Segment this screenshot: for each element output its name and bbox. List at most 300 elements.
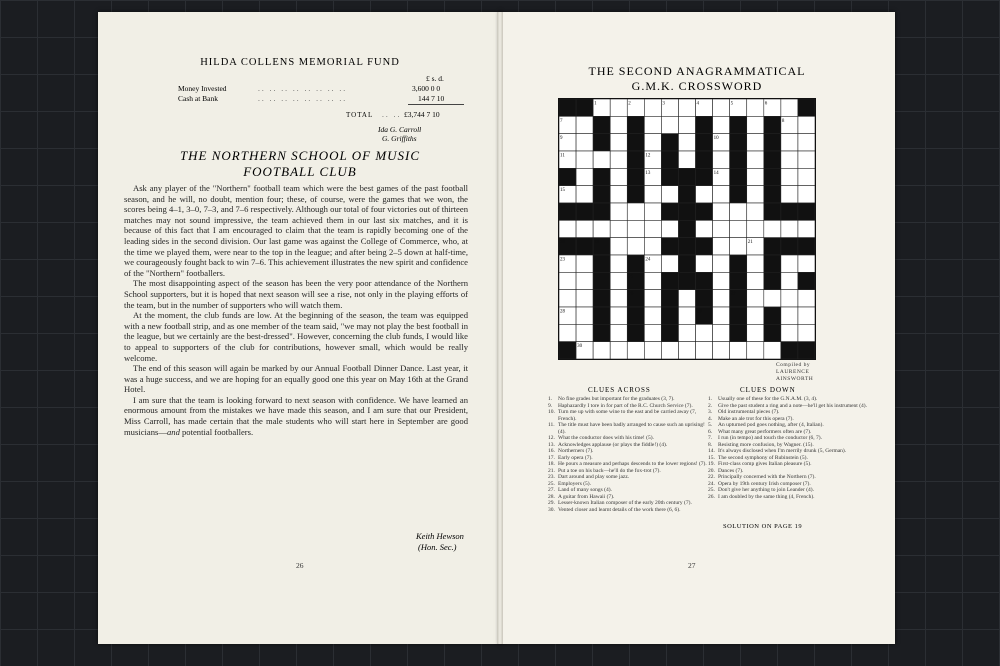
crossword-cell <box>644 307 661 324</box>
crossword-black-cell <box>730 116 747 133</box>
crossword-cell <box>678 307 695 324</box>
total-label: TOTAL <box>346 111 374 119</box>
crossword-cell <box>576 272 593 289</box>
crossword-cell <box>798 151 815 168</box>
crossword-cell <box>610 255 627 272</box>
crossword-black-cell <box>576 203 593 220</box>
ledger-label: Cash at Bank <box>178 94 218 103</box>
paragraph-text: I am sure that the team is looking forward to next season with confidence. We have learned an enormous amount from the mistakes we have made this season, and I am sure that our President, Miss Carroll, has made certain that the male students who will start here in September are good musicians— <box>124 394 468 437</box>
crossword-cell <box>610 324 627 341</box>
crossword-black-cell <box>661 134 678 151</box>
crossword-black-cell <box>661 290 678 307</box>
crossword-cell <box>798 186 815 203</box>
paragraph-text: potential footballers. <box>179 426 254 437</box>
clue-item-text: Employers (5). <box>558 480 591 487</box>
crossword-black-cell <box>678 238 695 255</box>
clue-number: 30 <box>577 344 583 350</box>
clue-item-number: 3. <box>708 409 713 415</box>
crossword-cell <box>781 134 798 151</box>
crossword-black-cell <box>764 255 781 272</box>
crossword-cell <box>730 238 747 255</box>
crossword-cell <box>730 220 747 237</box>
clue-item-number: 12. <box>548 435 555 441</box>
crossword-cell <box>644 220 661 237</box>
crossword-cell <box>781 272 798 289</box>
crossword-cell <box>678 151 695 168</box>
crossword-cell <box>798 134 815 151</box>
clue-item-number: 24. <box>708 480 715 487</box>
clue-item-text: Northerners (7). <box>558 448 594 454</box>
crossword-cell <box>593 342 610 359</box>
clue-item-text: Don't give her anything to join Leander (4). <box>718 487 814 493</box>
crossword-black-cell <box>627 168 644 185</box>
down-clue-list <box>708 396 878 500</box>
clue-item-number: 22. <box>708 474 715 480</box>
crossword-black-cell <box>696 290 713 307</box>
crossword-cell <box>627 238 644 255</box>
crossword-black-cell <box>798 238 815 255</box>
article-body <box>124 183 468 437</box>
crossword-cell <box>713 255 730 272</box>
crossword-cell <box>559 272 576 289</box>
crossword-cell <box>798 324 815 341</box>
crossword-cell <box>661 342 678 359</box>
crossword-cell <box>798 307 815 324</box>
crossword-cell <box>747 116 764 133</box>
clue-item-number: 30. <box>548 506 555 513</box>
credit-line: LAURENCE <box>776 369 810 375</box>
clue-item-text: Haphazardly I tore in for part of the R.C. Church Service (7). <box>558 402 693 409</box>
crossword-cell <box>644 116 661 133</box>
clue-number: 16 <box>560 205 565 211</box>
clue-item-text: Vented closer and learnt details of the work there (6, 6). <box>558 506 681 513</box>
crossword-cell <box>644 290 661 307</box>
clue-item-text: Make an ale trot for this opera (7). <box>718 415 794 422</box>
clue-number: 22 <box>764 240 770 246</box>
clue-number: 7 <box>560 118 563 124</box>
author-name: Keith Hewson <box>416 531 464 541</box>
clue-number: 9 <box>560 136 563 142</box>
signatory-name: Ida G. Carroll <box>378 125 422 134</box>
crossword-black-cell <box>593 203 610 220</box>
across-heading: CLUES ACROSS <box>588 386 651 394</box>
crossword-black-cell <box>798 342 815 359</box>
crossword-title <box>499 64 895 94</box>
crossword-black-cell <box>661 151 678 168</box>
crossword-black-cell <box>781 342 798 359</box>
crossword-cell <box>644 134 661 151</box>
crossword-cell <box>576 220 593 237</box>
crossword-black-cell <box>730 186 747 203</box>
crossword-black-cell <box>730 151 747 168</box>
clue-item-number: 5. <box>708 422 713 428</box>
solution-note: SOLUTION ON PAGE 19 <box>723 523 803 530</box>
crossword-cell <box>781 168 798 185</box>
crossword-cell <box>713 272 730 289</box>
clue-number: 29 <box>696 309 702 315</box>
clue-number: 21 <box>747 240 753 246</box>
crossword-black-cell <box>627 255 644 272</box>
clue-item-text: Dances (7). <box>718 467 744 474</box>
clue-number: 18 <box>560 240 565 246</box>
crossword-cell <box>610 203 627 220</box>
crossword-cell <box>713 203 730 220</box>
clue-number: 13 <box>645 170 651 176</box>
crossword-black-cell <box>593 324 610 341</box>
crossword-black-cell <box>678 168 695 185</box>
crossword-black-cell <box>730 324 747 341</box>
crossword-black-cell <box>696 134 713 151</box>
crossword-cell <box>610 342 627 359</box>
crossword-cell <box>798 290 815 307</box>
crossword-cell <box>781 186 798 203</box>
crossword-cell <box>576 186 593 203</box>
crossword-cell <box>713 290 730 307</box>
crossword-cell <box>610 307 627 324</box>
crossword-cell <box>661 186 678 203</box>
clue-number: 19 <box>594 240 600 246</box>
clue-item-number: 10. <box>548 409 555 415</box>
clue-number: 10 <box>713 136 719 142</box>
crossword-cell <box>610 168 627 185</box>
clue-item-number: 21. <box>548 467 555 474</box>
crossword-cell <box>576 151 593 168</box>
crossword-cell <box>798 255 815 272</box>
clue-number: 28 <box>560 309 565 315</box>
crossword-black-cell <box>678 255 695 272</box>
crossword-cell <box>696 255 713 272</box>
ledger-total-row <box>178 110 562 120</box>
clue-item-number: 19. <box>708 461 715 467</box>
crossword-cell <box>747 272 764 289</box>
clue-item-number: 18. <box>548 461 555 467</box>
clue-item-number: 17. <box>548 454 555 461</box>
ledger-row <box>178 94 562 104</box>
crossword-black-cell <box>593 116 610 133</box>
article-paragraph: At the moment, the club funds are low. At the beginning of the season, the team was equipped with a new football strip, and as one member of the team said, "we may not play the best football in the league, but we certainly are the best-dressed". However, concerning the club funds, I would like to appeal to supporters of the club for contributions, however small, which would be really welcome. <box>124 310 468 363</box>
crossword-cell <box>644 99 661 116</box>
crossword-cell <box>747 203 764 220</box>
across-clue-list <box>548 396 713 513</box>
credit-line: AINSWORTH <box>776 376 814 382</box>
crossword-black-cell <box>730 307 747 324</box>
clue-item-text: Principally concerned with the Northern (7). <box>718 474 816 480</box>
crossword-black-cell <box>764 203 781 220</box>
crossword-black-cell <box>627 324 644 341</box>
crossword-black-cell <box>764 151 781 168</box>
crossword-black-cell <box>678 203 695 220</box>
clue-number: 20 <box>662 240 668 246</box>
crossword-cell <box>610 116 627 133</box>
clue-item-text: What many great performers often are (7). <box>718 428 812 435</box>
clue-item-text: Old instrumental pieces (7). <box>718 409 780 415</box>
clue-item-text: The title must have been badly arranged to cause such an uprising! (4). <box>558 422 705 435</box>
crossword-cell <box>696 186 713 203</box>
crossword-black-cell <box>627 134 644 151</box>
article-title <box>98 148 502 180</box>
clue-item-text: Opera by 19th century Irish composer (7). <box>718 480 811 487</box>
clue-number: 8 <box>781 118 785 124</box>
crossword-black-cell <box>661 272 678 289</box>
crossword-cell <box>576 324 593 341</box>
clue-item <box>548 422 713 435</box>
article-paragraph <box>124 395 468 437</box>
crossword-cell <box>781 220 798 237</box>
crossword-cell <box>781 290 798 307</box>
clue-number: 6 <box>764 101 768 107</box>
clue-number: 17 <box>696 205 702 211</box>
crossword-black-cell <box>764 324 781 341</box>
crossword-cell <box>713 342 730 359</box>
crossword-cell <box>644 272 661 289</box>
crossword-cell <box>798 168 815 185</box>
clue-number: 25 <box>628 274 634 280</box>
crossword-black-cell <box>593 290 610 307</box>
crossword-black-cell <box>730 168 747 185</box>
total-amount: £3,744 7 10 <box>404 110 440 119</box>
crossword-cell <box>610 99 627 116</box>
clue-number: 26 <box>628 292 634 298</box>
crossword-black-cell <box>696 272 713 289</box>
clue-item-text: Lesser-known Italian composer of the early 20th century (7). <box>558 500 692 506</box>
clue-item <box>548 409 713 422</box>
crossword-black-cell <box>661 168 678 185</box>
crossword-black-cell <box>781 238 798 255</box>
crossword-cell <box>713 324 730 341</box>
crossword-black-cell <box>559 342 576 359</box>
clue-item-number: 14. <box>708 448 715 454</box>
crossword-cell <box>559 290 576 307</box>
crossword-cell <box>576 290 593 307</box>
crossword-cell <box>678 342 695 359</box>
crossword-black-cell <box>798 99 815 116</box>
crossword-cell <box>576 168 593 185</box>
clue-item-number: 11. <box>548 422 555 428</box>
clue-item-number: 13. <box>548 441 555 448</box>
crossword-cell <box>713 186 730 203</box>
crossword-black-cell <box>593 168 610 185</box>
clue-item-number: 25. <box>548 480 555 487</box>
crossword-black-cell <box>576 238 593 255</box>
crossword-cell <box>644 324 661 341</box>
article-paragraph: Ask any player of the "Northern" football team which were the best games of the past football season, and he will, no doubt, mention four; these, of course, were the games that we won, the scores being 4–1, 3–0, 7–3, and 7–6 respectively. Although our total of four victories out of thirteen matches may not sound impressive, the team achieved them in our last six matches, and it is because of this fact that I am encouraged to claim that the team is rapidly becoming one of the leading sides in the second division. Our last game was against the College of Commerce, who, at the time we played them, were near to the top in the league; and after being 2–5 down at half-time, we courageously fought back to win 7–6. This achievement illustrates the new spirit and confidence of the "Northern" footballers. <box>124 183 468 278</box>
clue-item-text: Land of many songs (4). <box>558 487 612 493</box>
crossword-title-line: G.M.K. CROSSWORD <box>631 79 763 93</box>
ledger-dots: .. .. .. .. .. .. .. .. <box>258 94 348 103</box>
clue-number: 2 <box>628 101 631 107</box>
crossword-title-line: THE SECOND ANAGRAMMATICAL <box>588 64 806 78</box>
clue-item-text: He pours a measure and perhaps descends to the lower regions! (7). <box>558 461 707 467</box>
crossword-cell <box>747 134 764 151</box>
crossword-cell <box>610 134 627 151</box>
crossword-black-cell <box>696 116 713 133</box>
clue-item-number: 20. <box>708 467 715 474</box>
crossword-black-cell <box>764 307 781 324</box>
clue-item-text: I run (in tempo) and touch the conductor (6, 7). <box>718 435 823 441</box>
crossword-black-cell <box>764 116 781 133</box>
crossword-cell <box>627 342 644 359</box>
clue-item-text: No fine grades but important for the graduates (3, 7). <box>558 396 675 402</box>
crossword-cell <box>713 307 730 324</box>
clue-item-number: 4. <box>708 415 713 422</box>
crossword-black-cell <box>678 186 695 203</box>
crossword-cell <box>764 342 781 359</box>
crossword-black-cell <box>593 255 610 272</box>
crossword-black-cell <box>730 272 747 289</box>
crossword-black-cell <box>764 272 781 289</box>
clue-item-text: An upturned pod goes nothing, after (4, Italian). <box>718 422 824 428</box>
crossword-black-cell <box>730 255 747 272</box>
clue-item-number: 7. <box>708 435 713 441</box>
crossword-black-cell <box>678 220 695 237</box>
crossword-black-cell <box>661 307 678 324</box>
clue-item <box>708 494 878 501</box>
crossword-cell <box>713 238 730 255</box>
crossword-black-cell <box>593 186 610 203</box>
crossword-cell <box>798 220 815 237</box>
crossword-cell <box>559 324 576 341</box>
article-signoff <box>416 531 464 553</box>
clue-item-number: 26. <box>708 493 715 500</box>
clue-item-number: 6. <box>708 428 713 435</box>
clue-number: 15 <box>560 188 565 194</box>
clue-number: 27 <box>730 292 736 298</box>
paragraph-emphasis: and <box>166 426 180 437</box>
crossword-cell <box>661 255 678 272</box>
crossword-cell <box>747 168 764 185</box>
clue-item-number: 15. <box>708 454 715 461</box>
crossword-cell <box>747 307 764 324</box>
clue-item-text: I am doubled by the same thing (4, French). <box>718 493 815 500</box>
crossword-cell <box>713 220 730 237</box>
clue-item-text: It's always disclosed when I'm merrily drunk (5, German). <box>718 448 847 454</box>
clue-number: 3 <box>662 101 665 107</box>
crossword-cell <box>747 99 764 116</box>
crossword-black-cell <box>559 99 576 116</box>
ledger-rule <box>408 104 464 105</box>
crossword-cell <box>576 134 593 151</box>
clue-number: 4 <box>696 101 700 107</box>
crossword-cell <box>781 151 798 168</box>
compiler-credit <box>776 362 813 383</box>
ledger-amount: 3,600 0 0 <box>412 84 441 93</box>
clue-item-number: 25. <box>708 487 715 493</box>
clue-item-number: 23. <box>548 474 555 480</box>
clue-number: 14 <box>713 170 719 176</box>
crossword-black-cell <box>696 238 713 255</box>
crossword-black-cell <box>661 203 678 220</box>
crossword-cell <box>661 220 678 237</box>
crossword-cell <box>610 186 627 203</box>
crossword-cell <box>764 220 781 237</box>
crossword-black-cell <box>627 151 644 168</box>
crossword-cell <box>678 116 695 133</box>
crossword-cell <box>678 324 695 341</box>
article-title-line: THE NORTHERN SCHOOL OF MUSIC <box>179 148 421 163</box>
page-number-left: 26 <box>296 561 304 570</box>
crossword-cell <box>696 324 713 341</box>
article-paragraph: The most disappointing aspect of the season has been the very poor attendance of the Northern School supporters, but it is hoped that next season will see a rise, not only in the playing efforts of the team, but in the number of supporters who will watch them. <box>124 278 468 310</box>
crossword-cell <box>576 255 593 272</box>
crossword-cell <box>644 342 661 359</box>
signatory-name: G. Griffiths <box>382 134 417 143</box>
clue-item-text: Give the past student a ring and a note—he'll get his instrument (4). <box>718 402 867 409</box>
clue-number: 24 <box>645 257 651 263</box>
crossword-cell <box>576 116 593 133</box>
clue-item-text: The second symphony of Rubinstein (5). <box>718 454 808 461</box>
clue-item-text: Early opera (7). <box>558 454 593 461</box>
crossword-cell <box>781 255 798 272</box>
crossword-cell <box>678 99 695 116</box>
crossword-cell <box>747 342 764 359</box>
crossword-black-cell <box>730 134 747 151</box>
ledger-dots: .. .. .. .. .. .. .. .. <box>258 84 348 93</box>
crossword-black-cell <box>678 272 695 289</box>
clue-number: 12 <box>645 153 651 159</box>
crossword-cell <box>798 116 815 133</box>
crossword-black-cell <box>764 134 781 151</box>
crossword-black-cell <box>764 186 781 203</box>
crossword-cell <box>730 342 747 359</box>
crossword-cell <box>678 290 695 307</box>
crossword-cell <box>576 307 593 324</box>
crossword-black-cell <box>576 99 593 116</box>
crossword-cell <box>730 203 747 220</box>
crossword-black-cell <box>661 324 678 341</box>
crossword-cell <box>747 151 764 168</box>
crossword-cell <box>747 324 764 341</box>
ledger-header: £ s. d. <box>426 74 444 83</box>
crossword-black-cell <box>627 186 644 203</box>
clue-item-number: 16. <box>548 448 555 454</box>
crossword-black-cell <box>593 272 610 289</box>
clue-item-text: Put a toe on his back—he'll do the fox-trot (7). <box>558 467 661 474</box>
ledger-label: Money Invested <box>178 84 227 93</box>
down-heading: CLUES DOWN <box>740 386 796 394</box>
clue-item-number: 29. <box>548 500 555 506</box>
ledger-amount: 144 7 10 <box>418 94 445 103</box>
crossword-cell <box>627 220 644 237</box>
total-dots: .. .. <box>382 110 402 119</box>
clue-item-number: 8. <box>708 441 713 448</box>
crossword-black-cell <box>798 203 815 220</box>
crossword-cell <box>696 342 713 359</box>
clue-item-number: 27. <box>548 487 555 493</box>
clue-item <box>548 507 713 514</box>
crossword-cell <box>747 255 764 272</box>
clue-item-text: First-class comp gives Italian pleasure (5). <box>718 461 812 467</box>
crossword-cell <box>747 290 764 307</box>
clue-number: 23 <box>560 257 565 263</box>
crossword-cell <box>713 116 730 133</box>
crossword-cell <box>781 307 798 324</box>
crossword-cell <box>610 151 627 168</box>
crossword-cell <box>781 324 798 341</box>
clue-item-number: 9. <box>548 402 553 409</box>
fund-signatories <box>378 125 421 143</box>
crossword-cell <box>593 220 610 237</box>
clue-item-text: Turn me up with some wine to the east and be carried away (7, French). <box>558 409 697 422</box>
crossword-grid <box>558 98 816 360</box>
clue-number: 5 <box>730 101 734 107</box>
crossword-cell <box>627 203 644 220</box>
crossword-black-cell <box>593 307 610 324</box>
crossword-cell <box>747 220 764 237</box>
clue-number: 11 <box>560 153 565 159</box>
crossword-black-cell <box>627 116 644 133</box>
crossword-cell <box>781 99 798 116</box>
crossword-cell <box>610 272 627 289</box>
